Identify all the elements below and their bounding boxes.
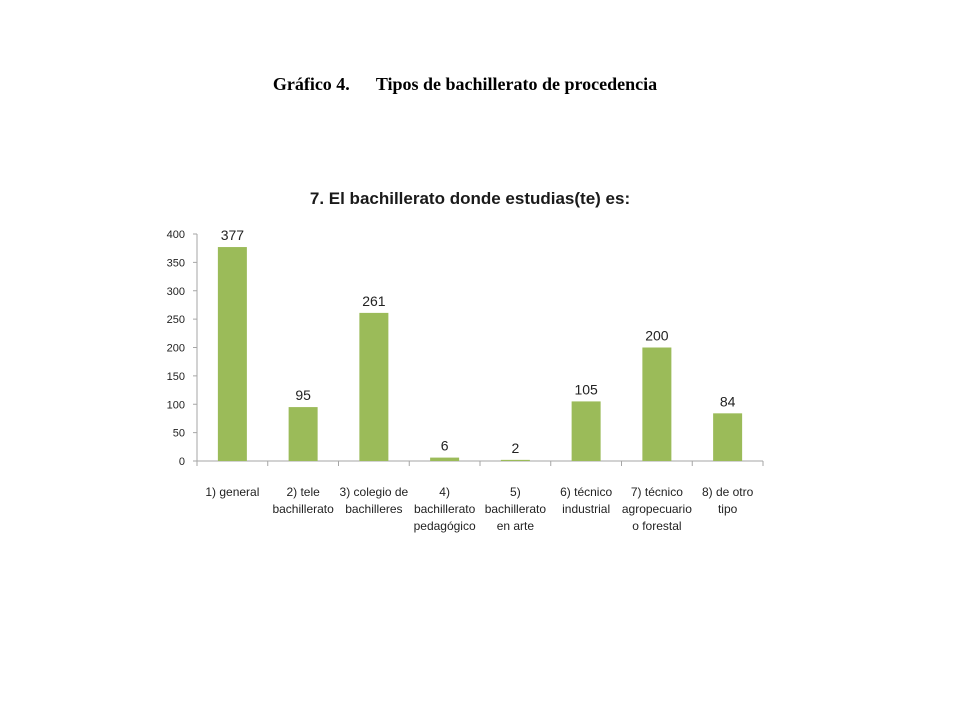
data-label: 6	[440, 437, 449, 454]
y-tick-label: 50	[172, 427, 185, 440]
category-label: 3) colegio de bachilleres	[339, 485, 409, 516]
bar	[218, 247, 247, 461]
data-label: 261	[362, 292, 386, 309]
data-label: 200	[645, 327, 669, 344]
y-tick-label: 200	[166, 342, 185, 355]
y-tick-label: 250	[166, 314, 185, 327]
category-label: 4) bachillerato pedagógico	[413, 485, 476, 533]
figure-caption-text: Tipos de bachillerato de procedencia	[375, 74, 658, 94]
category-label: 2) tele bachillerato	[272, 485, 334, 516]
category-label: 7) técnico agropecuario o forestal	[621, 485, 692, 533]
y-tick-label: 350	[166, 257, 185, 270]
category-label: 6) técnico industrial	[560, 485, 613, 516]
bar	[289, 407, 318, 461]
bar	[359, 313, 388, 461]
chart-title: 7. El bachillerato donde estudias(te) es:	[309, 189, 631, 208]
y-tick-label: 150	[166, 370, 185, 383]
y-tick-label: 300	[166, 285, 185, 298]
y-tick-label: 0	[178, 456, 185, 468]
figure-number: Gráfico 4.	[272, 74, 350, 94]
category-label: 1) general	[205, 485, 260, 499]
bar	[430, 458, 459, 461]
category-labels	[205, 485, 753, 533]
category-label: 5) bachillerato en arte	[484, 485, 547, 533]
bar	[501, 460, 530, 461]
bar	[642, 348, 671, 462]
data-label: 105	[574, 381, 598, 398]
data-label: 2	[511, 439, 520, 456]
bar	[572, 401, 601, 461]
data-label: 84	[719, 393, 736, 410]
y-tick-label: 400	[166, 229, 185, 241]
category-label: 8) de otro tipo	[701, 485, 754, 516]
y-axis	[167, 229, 197, 468]
y-tick-label: 100	[166, 399, 185, 412]
x-axis	[197, 461, 763, 466]
data-label: 377	[220, 227, 245, 244]
bar	[713, 413, 742, 461]
bar-series	[218, 247, 742, 461]
data-label: 95	[295, 387, 311, 404]
